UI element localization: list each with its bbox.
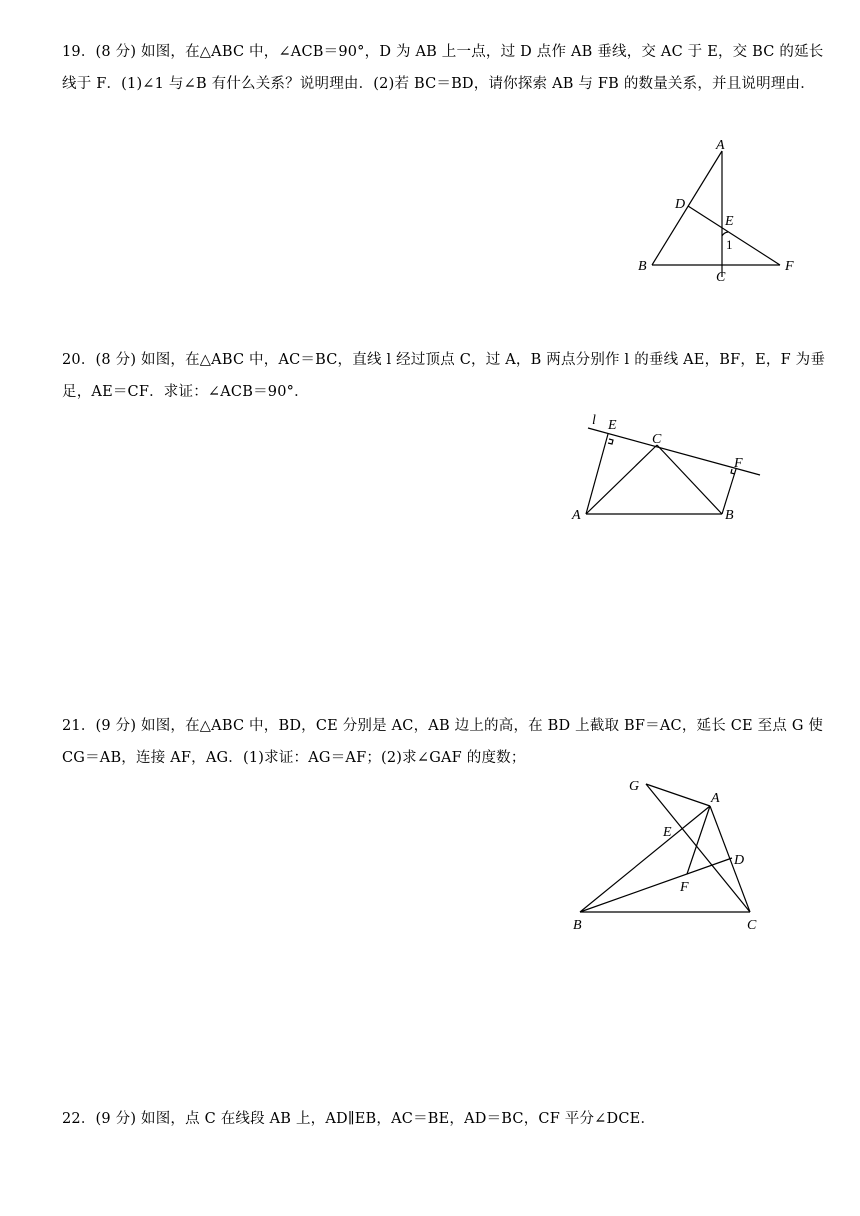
problem-22-line-1: 22．(9 分) 如图，点 C 在线段 AB 上，AD∥EB，AC＝BE，AD＝BC，CF 平分∠DCE．	[62, 1111, 656, 1127]
label-l: l	[592, 413, 596, 428]
label-D: D	[734, 853, 745, 868]
segment-DF	[688, 206, 780, 265]
label-D: D	[675, 197, 686, 212]
label-E: E	[663, 825, 672, 840]
label-B: B	[573, 918, 582, 933]
problem-20-line-1: 20．(8 分) 如图，在△ABC 中，AC＝BC，直线 l 经过顶点 C，过 A，B 两点分别作 l 的垂线 AE，BF，E，F 为垂	[62, 352, 826, 368]
problem-19-line-2: 线于 F．(1)∠1 与∠B 有什么关系？说明理由．(2)若 BC＝BD，请你探索 AB 与 FB 的数量关系，并且说明理由．	[62, 76, 815, 92]
problem-22-text	[62, 1103, 800, 1135]
problem-19-line-1: 19．(8 分) 如图，在△ABC 中，∠ACB＝90°，D 为 AB 上一点，过 D 点作 AB 垂线，交 AC 于 E，交 BC 的延长	[62, 44, 824, 60]
segment-AE	[586, 434, 608, 514]
label-E: E	[608, 418, 617, 433]
problem-21-line-2: CG＝AB，连接 AF，AG．(1)求证：AG＝AF；(2)求∠GAF 的度数；	[62, 750, 526, 766]
segment-BD	[580, 858, 732, 912]
angle-1-arc	[722, 232, 728, 236]
problem-19-text	[62, 36, 824, 100]
problem-19-figure	[630, 136, 800, 290]
right-angle-E	[608, 439, 613, 444]
label-angle-1: 1	[726, 237, 733, 252]
problem-20-figure	[570, 408, 765, 532]
label-C: C	[652, 432, 662, 447]
label-B: B	[638, 259, 647, 274]
label-F: F	[785, 259, 794, 274]
label-G: G	[629, 779, 640, 794]
problem-21-line-1: 21．(9 分) 如图，在△ABC 中，BD，CE 分别是 AC，AB 边上的高，在 BD 上截取 BF＝AC，延长 CE 至点 G 使	[62, 718, 824, 734]
label-E: E	[725, 214, 734, 229]
segment-GC	[646, 784, 750, 912]
problem-21-text	[62, 710, 824, 774]
problem-20-line-2: 足，AE＝CF．求证：∠ACB＝90°．	[62, 384, 309, 400]
label-F: F	[734, 456, 743, 471]
segment-AF	[687, 806, 710, 874]
label-C: C	[716, 270, 726, 285]
label-B: B	[725, 508, 734, 523]
label-A: A	[716, 138, 725, 153]
segment-AB	[652, 151, 722, 265]
label-A: A	[711, 791, 720, 806]
label-A: A	[572, 508, 581, 523]
label-C: C	[747, 918, 757, 933]
problem-21-figure	[566, 772, 771, 941]
segment-BA	[580, 806, 710, 912]
segment-AC	[586, 445, 657, 514]
label-F: F	[680, 880, 689, 895]
problem-20-text	[62, 344, 826, 408]
